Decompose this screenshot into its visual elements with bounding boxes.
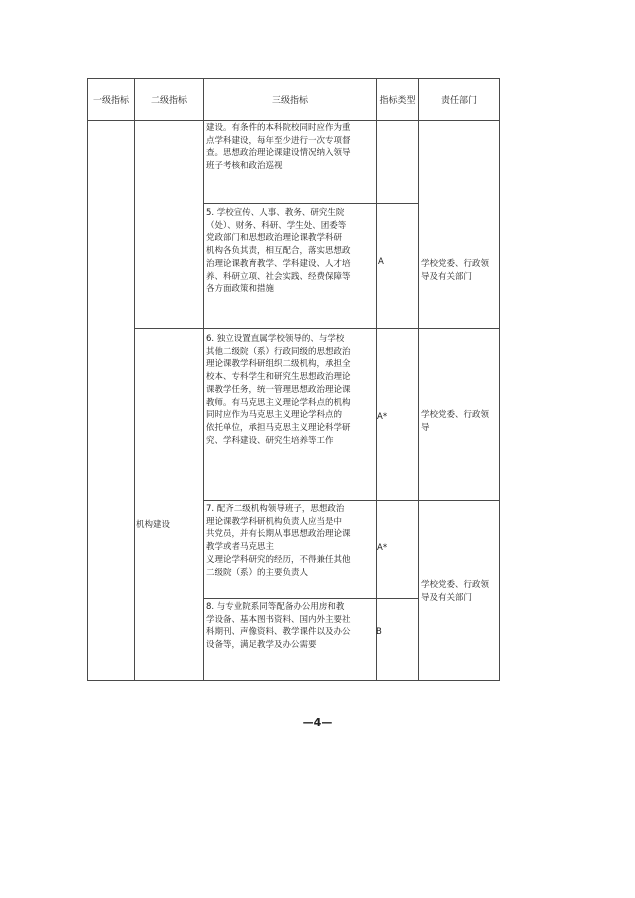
row-7-dept-line: 学校党委、行政领	[421, 580, 490, 590]
header-divider	[87, 120, 500, 121]
header-level1: 一级指标	[92, 95, 129, 106]
row-6-line: 依托单位，承担马克思主义理论科学研	[206, 422, 351, 433]
row-6-line: 校本、专科学生和研究生思想政治理论	[206, 372, 351, 383]
row-1-line: 点学科建设，每年至少进行一次专项督	[206, 135, 351, 146]
column-divider-2	[203, 78, 204, 681]
row-8-line: 8. 与专业院系同等配备办公用房和教	[206, 602, 345, 612]
row-5-dept-line: 导及有关部门	[421, 271, 473, 282]
page-number: —4—	[302, 716, 333, 729]
row-7-line: 7. 配齐二级机构领导班子，思想政治	[206, 504, 345, 514]
table-border-right	[499, 78, 500, 681]
row-6-type: A*	[377, 412, 388, 422]
row-7-line: 二级院（系）的主要负责人	[206, 567, 309, 578]
row-divider-3	[203, 500, 500, 501]
row-7-line: 义理论学科研究的经历，不得兼任其他	[206, 554, 351, 565]
row-1-indicator	[206, 122, 376, 173]
row-7-dept-line: 导及有关部门	[421, 592, 473, 603]
row-5-line: 各方面政策和措施	[206, 284, 275, 295]
level2-label: 机构建设	[136, 520, 171, 530]
row-divider-1	[203, 203, 419, 204]
row-5-line: 养、科研立项、社会实践、经费保障等	[206, 271, 351, 282]
row-5-line: 机构各负其责，相互配合，落实思想政	[206, 246, 351, 257]
row-5-line: 党政部门和思想政治理论课教学科研	[206, 233, 343, 244]
row-7-indicator	[206, 503, 376, 579]
header-indicator-type: 指标类型	[379, 95, 416, 106]
row-6-indicator	[206, 333, 376, 447]
header-responsible-dept: 责任部门	[440, 95, 477, 106]
table-border-left	[87, 78, 88, 681]
row-5-dept	[421, 258, 499, 283]
row-6-line: 究、学科建设、研究生培养等工作	[206, 435, 334, 446]
row-5-line: 5. 学校宣传、人事、教务、研究生院	[206, 208, 345, 218]
table-border-bottom	[87, 680, 500, 681]
row-8-line: 设备等，满足教学及办公需要	[206, 640, 317, 651]
row-6-line: 同时应作为马克思主义理论学科点的	[206, 410, 343, 421]
row-divider-4	[203, 598, 419, 599]
row-7-line: 共党员，并有长期从事思想政治理论课	[206, 529, 351, 540]
row-6-line: 教师。有马克思主义理论学科点的机构	[206, 397, 351, 408]
row-6-line: 6. 独立设置直属学校领导的、与学校	[206, 334, 345, 344]
row-1-line: 建设。有条件的本科院校同时应作为重	[206, 123, 351, 133]
row-1-line: 班子考核和政治巡视	[206, 161, 283, 172]
row-8-line: 学设备、基本图书资料、国内外主要社	[206, 614, 351, 625]
row-8-type: B	[376, 627, 382, 637]
column-divider-1	[134, 78, 135, 681]
row-6-dept-line: 学校党委、行政领	[421, 410, 490, 420]
column-divider-3	[376, 78, 377, 681]
row-7-line: 理论课教学科研机构负责人应当是中	[206, 516, 343, 527]
row-5-line: 治理论课教育教学、学科建设、人才培	[206, 258, 351, 269]
row-6-line: 其他二级院（系）行政同级的思想政治	[206, 346, 351, 357]
row-5-line: （处）、财务、科研、学生处、团委等	[206, 220, 347, 231]
row-divider-2	[134, 328, 500, 329]
row-7-type: A*	[377, 543, 388, 553]
row-5-dept-line: 学校党委、行政领	[421, 259, 490, 269]
row-8-line: 科期刊、声像资料、教学课件以及办公	[206, 627, 351, 638]
row-7-line: 教学或者马克思主	[206, 542, 275, 553]
row-6-dept-line: 导	[421, 422, 430, 433]
row-8-indicator	[206, 601, 376, 652]
row-6-line: 理论课教学科研组织二级机构，承担全	[206, 359, 351, 370]
row-7-dept	[421, 579, 499, 604]
header-level3: 三级指标	[271, 95, 308, 106]
row-5-indicator	[206, 207, 376, 296]
row-6-line: 课教学任务，统一管理思想政治理论课	[206, 384, 351, 395]
header-level2: 二级指标	[150, 95, 187, 106]
row-6-dept	[421, 409, 499, 434]
row-5-type: A	[378, 257, 384, 267]
column-divider-4	[418, 78, 419, 681]
row-1-line: 查。思想政治理论课建设情况纳入领导	[206, 148, 351, 159]
